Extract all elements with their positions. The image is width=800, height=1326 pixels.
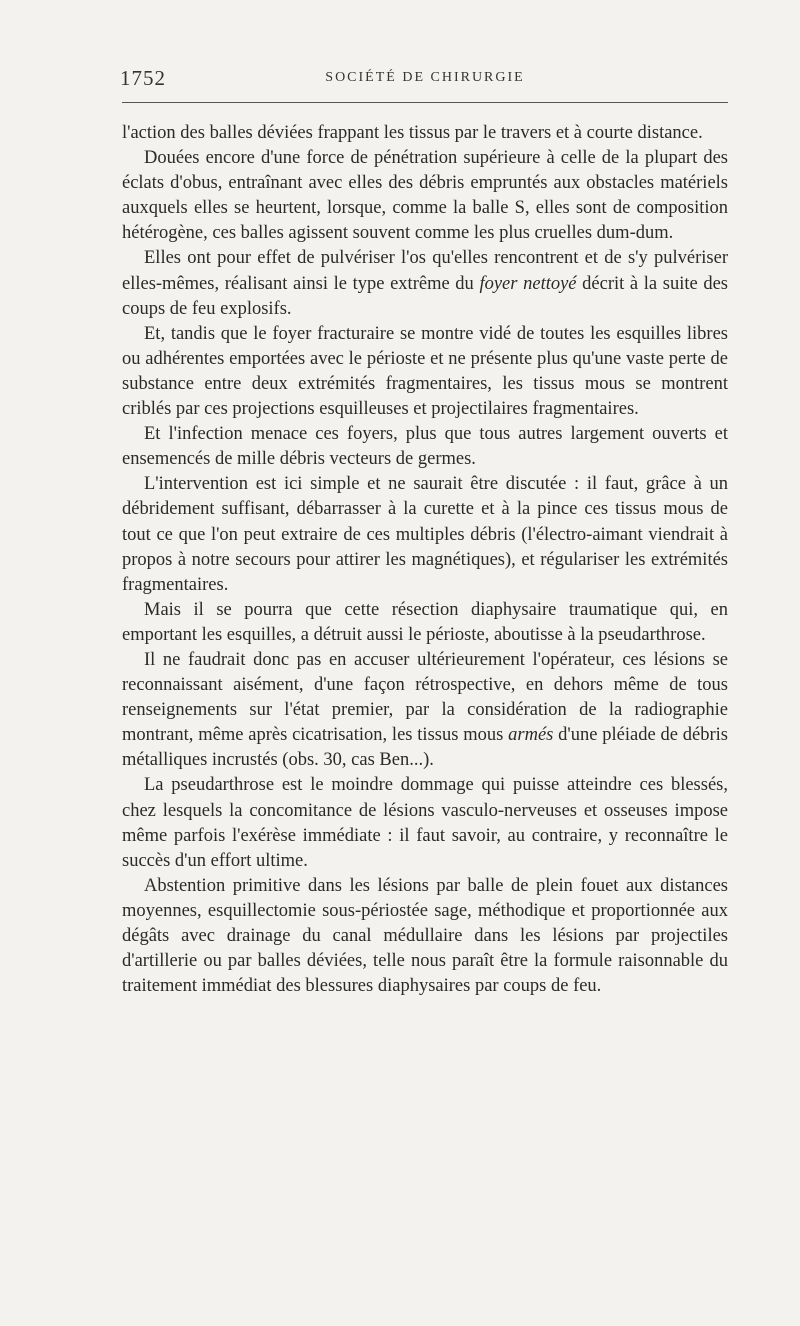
text-run: Elles ont pour effet de pulvériser l'os qu'elles rencontrent et de s'y pulvériser elles-mêmes, réalisant ainsi le type extrême du <box>122 248 728 294</box>
paragraph <box>122 422 728 472</box>
text-run: décrit à la suite des coups de feu explosifs. <box>122 273 729 319</box>
text-run: La pseudarthrose est le moindre dommage qui puisse atteindre ces blessés, chez lesquels la concomitance de lésions vasculo-nerveuses et osseuses impose même parfois l'exérèse immédiate : il faut savoir, au contraire, y reconnaître le succès d'un effort ultime. <box>122 775 728 871</box>
text-run: L'intervention est ici simple et ne saurait être discutée : il faut, grâce à un débridement suffisant, débarrasser à la curette et à la pince ces tissus mous de tout ce que l'on peut extraire de ces multiples débris (l'électro-aimant viendrait à propos à notre secours pour attirer les magnétiques), et régulariser les extrémités fragmentaires. <box>122 474 728 595</box>
text-run: Il ne faudrait donc pas en accuser ultérieurement l'opérateur, ces lésions se reconnaissant aisément, d'une façon rétrospective, en dehors même de tous renseignements sur l'état premier, par la considération de la radiographie montrant, même après cicatrisation, les tissus mous <box>122 649 728 746</box>
paragraph <box>122 874 728 999</box>
text-run: d'une pléiade de débris métalliques incrustés (obs. 30, cas Ben...). <box>122 725 728 771</box>
paragraph <box>122 472 728 597</box>
journal-title: SOCIÉTÉ DE CHIRURGIE <box>325 70 525 85</box>
running-head <box>120 66 730 88</box>
text-run: l'action des balles déviées frappant les tissus par le travers et à courte distance. <box>122 123 703 143</box>
text-run: Douées encore d'une force de pénétration supérieure à celle de la plupart des éclats d'obus, entraînant avec elles des débris empruntés aux obstacles matériels auxquels elles se heurtent, lorsque, comme la balle S, elles sont de composition hétérogène, ces balles agissent souvent comme les plus cruelles dum-dum. <box>122 148 728 244</box>
body-text <box>122 121 728 999</box>
paragraph <box>122 121 728 146</box>
text-run: Et, tandis que le foyer fracturaire se montre vidé de toutes les esquilles libres ou adhérentes emportées avec le périoste et ne présente plus qu'une vaste perte de substance entre deux extrémités fragmentaires, les tissus mous se montrent criblés par ces projections esquilleuses et projectilaires fragmentaires. <box>122 323 728 420</box>
text-run: Et l'infection menace ces foyers, plus que tous autres largement ouverts et ensemencés de mille débris vecteurs de germes. <box>122 424 728 470</box>
italic-text: foyer nettoyé <box>479 273 577 294</box>
paragraph <box>122 322 728 422</box>
text-run: Abstention primitive dans les lésions par balle de plein fouet aux distances moyennes, esquillectomie sous-périostée sage, méthodique et proportionnée aux dégâts avec drainage du canal médullaire dans les lésions par projectiles d'artillerie ou par balles déviées, telle nous paraît être la formule raisonnable du traitement immédiat des blessures diaphysaires par coups de feu. <box>122 875 728 997</box>
paragraph <box>122 146 728 246</box>
paragraph <box>122 246 728 321</box>
italic-text: armés <box>508 725 554 746</box>
page-number: 1752 <box>120 66 166 90</box>
paragraph <box>122 648 728 773</box>
paragraph <box>122 773 728 873</box>
header-rule <box>122 102 728 103</box>
paragraph <box>122 598 728 648</box>
text-run: Mais il se pourra que cette résection diaphysaire traumatique qui, en emportant les esquilles, a détruit aussi le périoste, aboutisse à la pseudarthrose. <box>122 599 728 645</box>
